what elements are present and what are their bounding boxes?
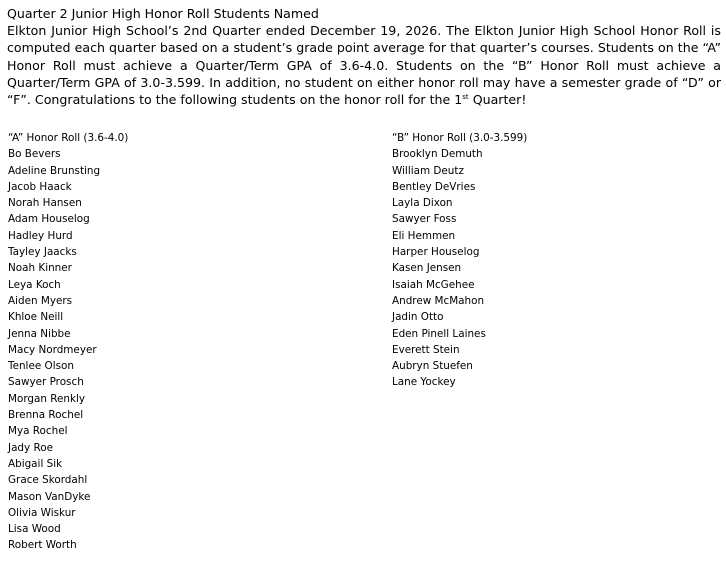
student-name: Leya Koch	[8, 278, 61, 291]
student-name: Mason VanDyke	[8, 490, 91, 503]
student-name: Everett Stein	[392, 343, 460, 356]
student-name: Mya Rochel	[8, 425, 68, 438]
student-name: Eden Pinell Laines	[392, 327, 486, 340]
student-name: Tenlee Olson	[8, 360, 74, 373]
student-name: Kasen Jensen	[392, 262, 462, 275]
student-name: Layla Dixon	[392, 197, 453, 210]
student-name: Sawyer Foss	[392, 213, 457, 226]
student-name: Eli Hemmen	[392, 229, 456, 242]
student-name: Jady Roe	[8, 441, 53, 454]
intro-paragraph	[7, 22, 721, 108]
student-name: Jadin Otto	[392, 311, 444, 324]
ordinal-suffix: st	[462, 92, 469, 101]
student-name: Olivia Wiskur	[8, 506, 76, 519]
student-name: Andrew McMahon	[392, 294, 485, 307]
student-name: Bo Bevers	[8, 148, 61, 161]
student-name: Sawyer Prosch	[8, 376, 84, 389]
student-name: Abigail Sik	[8, 457, 63, 470]
student-name: Bentley DeVries	[392, 180, 476, 193]
student-name: Isaiah McGehee	[392, 278, 475, 291]
student-name: Morgan Renkly	[8, 392, 86, 405]
a-honor-roll-heading: “A” Honor Roll (3.6-4.0)	[8, 132, 129, 144]
student-name: Jenna Nibbe	[8, 327, 71, 340]
b-honor-roll-heading: “B” Honor Roll (3.0-3.599)	[392, 132, 528, 144]
intro-text-end: Quarter!	[468, 92, 527, 108]
student-name: Jacob Haack	[8, 180, 72, 193]
student-name: Lisa Wood	[8, 523, 61, 536]
document-title: Quarter 2 Junior High Honor Roll Students Named	[7, 6, 319, 21]
student-name: Noah Kinner	[8, 262, 72, 275]
student-name: William Deutz	[392, 164, 464, 177]
a-honor-roll-list	[8, 146, 308, 553]
student-name: Brooklyn Demuth	[392, 148, 483, 161]
student-name: Khloe Neill	[8, 311, 64, 324]
student-name: Adam Houselog	[8, 213, 90, 226]
b-honor-roll-list	[392, 146, 712, 390]
student-name: Lane Yockey	[392, 376, 456, 389]
student-name: Brenna Rochel	[8, 409, 84, 422]
a-honor-roll-column	[8, 130, 308, 554]
b-honor-roll-column	[392, 130, 712, 391]
student-name: Harper Houselog	[392, 246, 480, 259]
student-name: Grace Skordahl	[8, 474, 88, 487]
student-name: Aiden Myers	[8, 294, 73, 307]
student-name: Adeline Brunsting	[8, 164, 101, 177]
student-name: Robert Worth	[8, 539, 77, 552]
student-name: Macy Nordmeyer	[8, 343, 97, 356]
student-name: Tayley Jaacks	[8, 246, 77, 259]
intro-text: Elkton Junior High School’s 2nd Quarter ended December 19, 2026. The Elkton Junior High School Honor Roll is computed each quarter based on a student’s grade point average for that quarter’s courses. Students on the “A” Honor Roll must achieve a Quarter/Term GPA of 3.6-4.0. Students on the “B” Honor Roll must achieve a Quarter/Term GPA of 3.0-3.599. In addition, no student on either honor roll may have a semester grade of “D” or “F”. Congratulations to the following students on the honor roll for the 1	[7, 23, 721, 108]
student-name: Aubryn Stuefen	[392, 360, 473, 373]
student-name: Hadley Hurd	[8, 229, 73, 242]
document-header	[7, 5, 721, 108]
student-name: Norah Hansen	[8, 197, 82, 210]
